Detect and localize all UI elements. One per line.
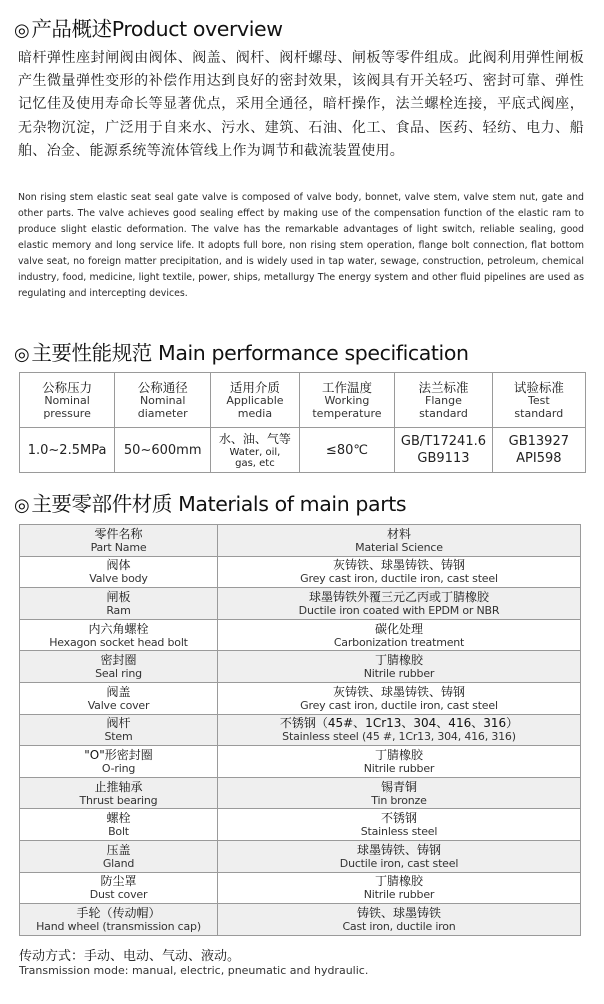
part-cn: 密封圈 bbox=[100, 653, 137, 668]
part-cn: 压盖 bbox=[106, 842, 131, 857]
material-cn: 铸铁、球墨铸铁 bbox=[356, 905, 441, 920]
material-cell bbox=[218, 746, 581, 778]
part-en: Dust cover bbox=[89, 888, 148, 902]
part-cn: 内六角螺栓 bbox=[88, 621, 149, 636]
part-en: Gland bbox=[102, 856, 135, 870]
material-cn: 碳化处理 bbox=[374, 621, 423, 636]
material-en: Cast iron, ductile iron bbox=[342, 919, 456, 933]
part-en: Ram bbox=[106, 603, 131, 617]
header-en: pressure bbox=[43, 406, 91, 420]
material-en: Carbonization treatment bbox=[333, 635, 465, 649]
part-en: Hexagon socket head bolt bbox=[49, 635, 188, 649]
transmission-cn: 传动方式：手动、电动、气动、液动。 bbox=[19, 949, 241, 964]
header-cell-flange bbox=[395, 373, 492, 428]
part-cn: 阀盖 bbox=[106, 684, 131, 699]
part-cell bbox=[20, 809, 218, 841]
table-row bbox=[20, 904, 581, 936]
part-cn: 阀杆 bbox=[106, 716, 131, 731]
performance-value-row bbox=[20, 428, 586, 473]
material-cell bbox=[218, 777, 581, 809]
material-en: Ductile iron, cast steel bbox=[339, 856, 459, 870]
header-cell-pressure bbox=[20, 373, 115, 428]
part-cn: 防尘罩 bbox=[100, 874, 137, 889]
header-en: Working bbox=[324, 394, 370, 407]
material-cell bbox=[218, 904, 581, 936]
part-cell bbox=[20, 619, 218, 651]
part-en: Seal ring bbox=[95, 667, 142, 681]
part-cn: "O"形密封圈 bbox=[84, 747, 153, 762]
material-cell bbox=[218, 588, 581, 620]
table-row bbox=[20, 651, 581, 683]
table-row bbox=[20, 619, 581, 651]
part-cell bbox=[20, 746, 218, 778]
part-cell bbox=[20, 872, 218, 904]
material-cn: 灰铸铁、球墨铸铁、铸钢 bbox=[332, 684, 465, 699]
section-bullet-icon: ◎ bbox=[14, 344, 30, 365]
flange-2: GB9113 bbox=[417, 451, 470, 466]
material-cell bbox=[218, 651, 581, 683]
value-pressure: 1.0~2.5MPa bbox=[20, 428, 115, 473]
value-media bbox=[211, 428, 299, 473]
test-1: GB13927 bbox=[508, 434, 569, 449]
header-en: Nominal bbox=[139, 394, 186, 407]
part-en: Valve cover bbox=[87, 698, 150, 712]
material-cell bbox=[218, 872, 581, 904]
header-part-cn: 零件名称 bbox=[94, 526, 143, 541]
overview-title bbox=[14, 12, 283, 42]
material-en: Grey cast iron, ductile iron, cast steel bbox=[300, 572, 498, 586]
material-cell bbox=[218, 619, 581, 651]
header-cn: 工作温度 bbox=[321, 380, 372, 395]
part-cn: 阀体 bbox=[106, 558, 131, 573]
header-cell-media bbox=[211, 373, 299, 428]
part-cn: 止推轴承 bbox=[94, 779, 143, 794]
header-cell-temperature bbox=[299, 373, 395, 428]
header-en: media bbox=[237, 406, 273, 420]
header-en: diameter bbox=[137, 406, 188, 420]
material-en: Stainless steel bbox=[360, 825, 438, 839]
header-en: standard bbox=[514, 406, 564, 420]
material-en: Nitrile rubber bbox=[363, 761, 435, 775]
material-cell bbox=[218, 682, 581, 714]
part-cn: 闸板 bbox=[106, 589, 131, 604]
overview-title-text: 产品概述Product overview bbox=[31, 17, 283, 41]
material-cn: 灰铸铁、球墨铸铁、铸钢 bbox=[332, 558, 465, 573]
value-test bbox=[492, 428, 585, 473]
header-cn: 适用介质 bbox=[229, 380, 280, 395]
table-row bbox=[20, 682, 581, 714]
performance-title-text: 主要性能规范 Main performance specification bbox=[31, 341, 469, 365]
part-en: Thrust bearing bbox=[79, 793, 158, 807]
header-en: Applicable bbox=[226, 394, 284, 407]
section-bullet-icon: ◎ bbox=[14, 495, 30, 516]
material-en: Nitrile rubber bbox=[363, 888, 435, 902]
material-cn: 不锈钢 bbox=[380, 811, 417, 826]
performance-table bbox=[19, 372, 586, 473]
header-material bbox=[218, 525, 581, 557]
part-cn: 螺栓 bbox=[106, 811, 131, 826]
value-flange bbox=[395, 428, 492, 473]
material-cn: 丁腈橡胶 bbox=[374, 653, 423, 668]
part-en: Bolt bbox=[108, 825, 129, 839]
header-en: temperature bbox=[312, 406, 382, 420]
transmission-en: Transmission mode: manual, electric, pneumatic and hydraulic. bbox=[19, 964, 369, 977]
header-en: Flange bbox=[425, 394, 462, 407]
flange-1: GB/T17241.6 bbox=[400, 434, 486, 449]
part-cell bbox=[20, 840, 218, 872]
value-diameter: 50~600mm bbox=[115, 428, 211, 473]
material-cn: 不锈钢（45#、1Cr13、304、416、316） bbox=[279, 716, 519, 731]
header-en: Test bbox=[527, 394, 550, 407]
test-2: API598 bbox=[516, 451, 562, 466]
value-temperature: ≤80℃ bbox=[299, 428, 395, 473]
part-cell bbox=[20, 904, 218, 936]
header-en: standard bbox=[419, 406, 468, 420]
table-row bbox=[20, 746, 581, 778]
materials-header-row bbox=[20, 525, 581, 557]
media-en: Water, oil, bbox=[229, 446, 281, 458]
header-en: Nominal bbox=[44, 394, 90, 407]
table-row bbox=[20, 809, 581, 841]
table-row bbox=[20, 840, 581, 872]
table-row bbox=[20, 714, 581, 746]
header-cn: 法兰标准 bbox=[418, 380, 469, 395]
part-en: Hand wheel (transmission cap) bbox=[36, 919, 201, 933]
material-en: Stainless steel (45 #, 1Cr13, 304, 416, 316) bbox=[282, 730, 516, 744]
material-en: Tin bronze bbox=[371, 793, 427, 807]
material-en: Grey cast iron, ductile iron, cast steel bbox=[300, 698, 498, 712]
material-cn: 丁腈橡胶 bbox=[374, 874, 423, 889]
part-cell bbox=[20, 682, 218, 714]
part-cn: 手轮（传动帽） bbox=[76, 905, 161, 920]
material-cell bbox=[218, 809, 581, 841]
material-cell bbox=[218, 714, 581, 746]
materials-table bbox=[19, 524, 581, 936]
performance-header-row bbox=[20, 373, 586, 428]
part-cell bbox=[20, 777, 218, 809]
section-bullet-icon: ◎ bbox=[14, 20, 30, 41]
part-cell bbox=[20, 651, 218, 683]
table-row bbox=[20, 872, 581, 904]
table-row bbox=[20, 777, 581, 809]
material-cn: 锡青铜 bbox=[380, 779, 417, 794]
header-part-name bbox=[20, 525, 218, 557]
performance-title bbox=[14, 336, 469, 366]
material-cn: 丁腈橡胶 bbox=[374, 747, 423, 762]
material-en: Nitrile rubber bbox=[363, 667, 435, 681]
media-cn: 水、油、气等 bbox=[218, 431, 291, 446]
part-cell bbox=[20, 556, 218, 588]
table-row bbox=[20, 556, 581, 588]
header-part-en: Part Name bbox=[90, 540, 147, 554]
part-en: Stem bbox=[104, 730, 133, 744]
material-cell bbox=[218, 840, 581, 872]
part-cell bbox=[20, 588, 218, 620]
materials-title bbox=[14, 487, 406, 517]
header-mat-en: Material Science bbox=[355, 540, 443, 554]
overview-cn-paragraph: 暗杆弹性座封闸阀由阀体、阀盖、阀杆、阀杆螺母、闸板等零件组成。此阀利用弹性闸板产生微量弹性变形的补偿作用达到良好的密封效果，该阀具有开关轻巧、密封可靠、弹性记忆佳及使用寿命长等显著优点，采用全通径，暗杆操作，法兰螺栓连接，平底式阀座，无杂物沉淀，广泛用于自来水、污水、建筑、石油、化工、食品、医药、轻纺、电力、船舶、冶金、能源系统等流体管线上作为调节和截流装置使用。 bbox=[18, 50, 584, 159]
header-cell-test bbox=[492, 373, 585, 428]
part-en: Valve body bbox=[89, 572, 148, 586]
table-row bbox=[20, 588, 581, 620]
media-en: gas, etc bbox=[235, 457, 275, 469]
header-mat-cn: 材料 bbox=[386, 526, 411, 541]
header-cn: 公称压力 bbox=[42, 380, 93, 395]
material-cn: 球墨铸铁、铸钢 bbox=[356, 842, 441, 857]
header-cn: 试验标准 bbox=[513, 380, 564, 395]
overview-en-paragraph: Non rising stem elastic seat seal gate valve is composed of valve body, bonnet, valve stem, valve stem nut, gate and other parts. The valve achieves good sealing effect by making use of the compensation function of the elastic ram to produce slight elastic deformation. The valve has the remarkable advantages of light switch, reliable sealing, good elastic memory and long service life. It adopts full bore, non rising stem operation, flange bolt connection, flat bottom valve seat, no foreign matter precipitation, and is widely used in tap water, sewage, construction, petroleum, chemical industry, food, medicine, light textile, power, ships, metallurgy The energy system and other fluid pipelines are used as regulating and intercepting devices. bbox=[18, 192, 584, 299]
materials-title-text: 主要零部件材质 Materials of main parts bbox=[31, 492, 407, 516]
header-cell-diameter bbox=[115, 373, 211, 428]
material-cn: 球墨铸铁外覆三元乙丙或丁腈橡胶 bbox=[308, 589, 489, 604]
material-en: Ductile iron coated with EPDM or NBR bbox=[298, 603, 500, 617]
part-en: O-ring bbox=[101, 761, 136, 775]
material-cell bbox=[218, 556, 581, 588]
part-cell bbox=[20, 714, 218, 746]
header-cn: 公称通径 bbox=[137, 380, 188, 395]
